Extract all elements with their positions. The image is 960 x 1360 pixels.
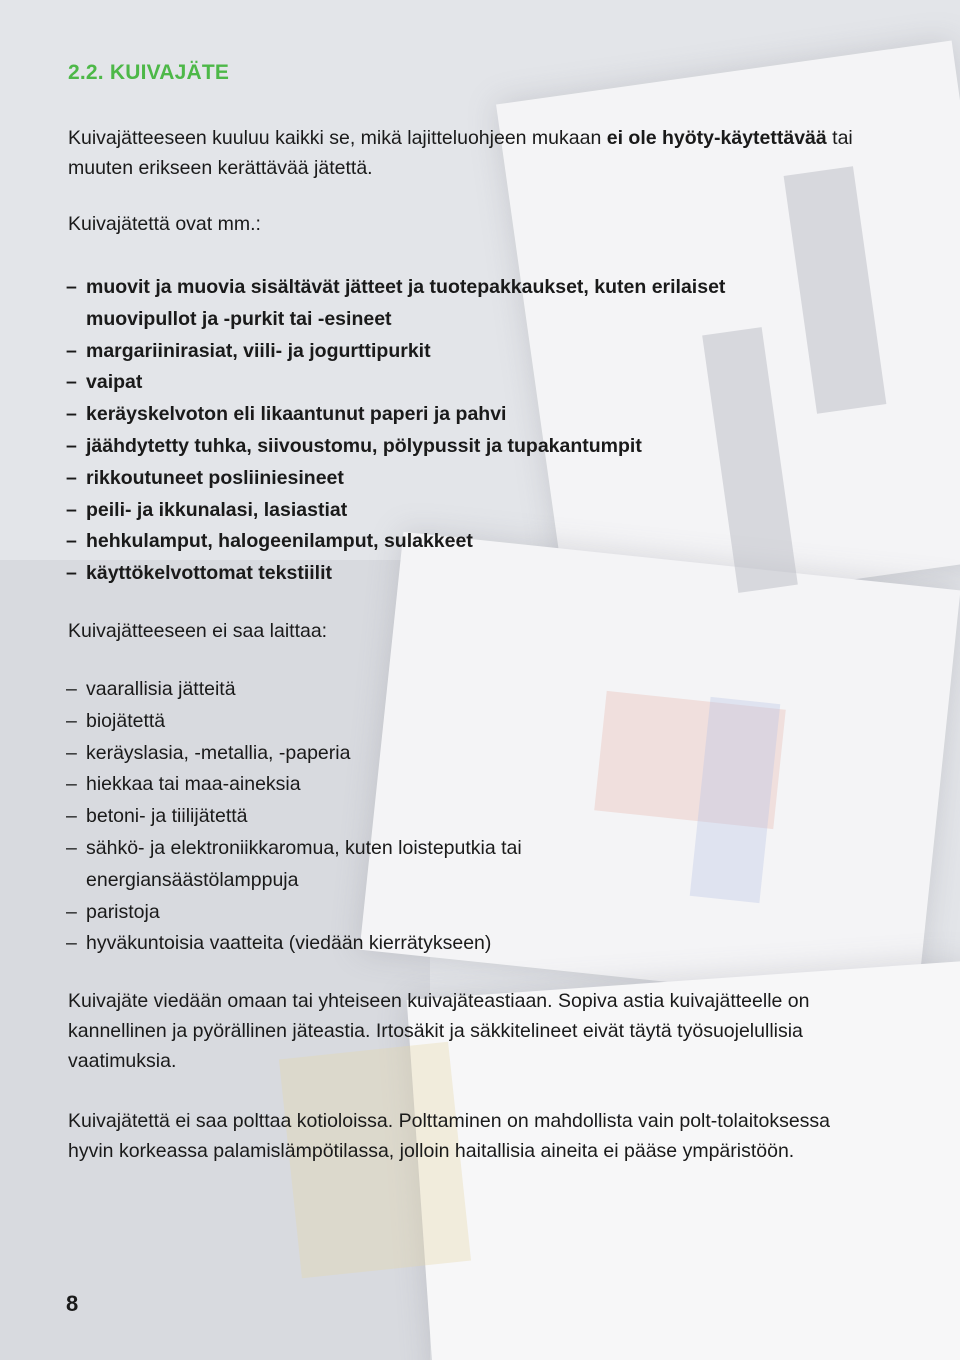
includes-title: Kuivajätettä ovat mm.: [68, 213, 261, 235]
list-item [68, 928, 888, 960]
excludes-list [68, 674, 888, 960]
list-item-text: margariinirasiat, viili- ja jogurttipurkit [86, 339, 431, 362]
list-item-text: käyttökelvottomat tekstiilit [86, 562, 332, 585]
list-item [68, 897, 888, 929]
list-item-text: hiekkaa tai maa-aineksia [86, 773, 301, 796]
list-item-text: hehkulamput, halogeenilamput, sulakkeet [86, 530, 473, 553]
list-item-text: biojätettä [86, 709, 166, 732]
list-item-text: keräyskelvoton eli likaantunut paperi ja pahvi [86, 403, 507, 426]
list-item-text: betoni- ja tiilijätettä [86, 805, 248, 828]
list-item [68, 399, 888, 431]
list-item-text: vaipat [86, 371, 143, 394]
list-item [68, 769, 888, 801]
list-item-continuation: energiansäästölamppuja [86, 868, 299, 891]
list-item [68, 272, 888, 336]
section-heading: 2.2. KUIVAJÄTE [68, 61, 230, 84]
page-number: 8 [66, 1291, 79, 1316]
list-item-text: rikkoutuneet posliiniesineet [86, 466, 344, 489]
list-item [68, 801, 888, 833]
list-item [68, 336, 888, 368]
list-item [68, 431, 888, 463]
list-item [68, 495, 888, 527]
list-item-text: muovit ja muovia sisältävät jätteet ja tuotepakkaukset, kuten erilaiset [86, 276, 726, 298]
list-item-text: sähkö- ja elektroniikkaromua, kuten loisteputkia tai [86, 836, 522, 859]
intro-text: Kuivajätteeseen kuuluu kaikki se, mikä lajitteluohjeen mukaan [68, 127, 607, 149]
list-item [68, 706, 888, 738]
list-item-text: jäähdytetty tuhka, siivoustomu, pölypussit ja tupakantumpit [86, 434, 642, 457]
intro-paragraph [68, 123, 868, 183]
intro-text-end: tai muuten erikseen kerättävää jätettä. [68, 127, 853, 179]
list-item [68, 738, 888, 770]
list-item [68, 674, 888, 706]
list-item-text: hyväkuntoisia vaatteita (viedään kierrätykseen) [86, 932, 492, 955]
list-item-text: peili- ja ikkunalasi, lasiastiat [86, 498, 348, 521]
list-item-text: paristoja [86, 900, 160, 923]
disposal-paragraph: Kuivajäte viedään omaan tai yhteiseen kuivajäteastiaan. Sopiva astia kuivajätteelle on kannellinen ja pyörällinen jäteastia. Irtosäkit ja säkkitelineet eivät täytä työsuojelullisia vaatimuksia. [68, 990, 810, 1072]
includes-list [68, 272, 888, 590]
list-item [68, 558, 888, 590]
intro-emphasis: ei ole hyöty-käytettävää [606, 127, 827, 149]
list-item [68, 367, 888, 399]
list-item-text: vaarallisia jätteitä [86, 678, 236, 700]
list-item [68, 526, 888, 558]
list-item [68, 833, 888, 897]
list-item [68, 463, 888, 495]
list-item-text: keräyslasia, -metallia, -paperia [86, 741, 351, 764]
excludes-title: Kuivajätteeseen ei saa laittaa: [68, 620, 328, 642]
list-item-continuation: muovipullot ja -purkit tai -esineet [86, 307, 392, 330]
burning-paragraph: Kuivajätettä ei saa polttaa kotioloissa. Polttaminen on mahdollista vain polt-tolaitoksessa hyvin korkeassa palamislämpötilassa, jolloin haitallisia aineita ei pääse ympäristöön. [68, 1110, 831, 1162]
